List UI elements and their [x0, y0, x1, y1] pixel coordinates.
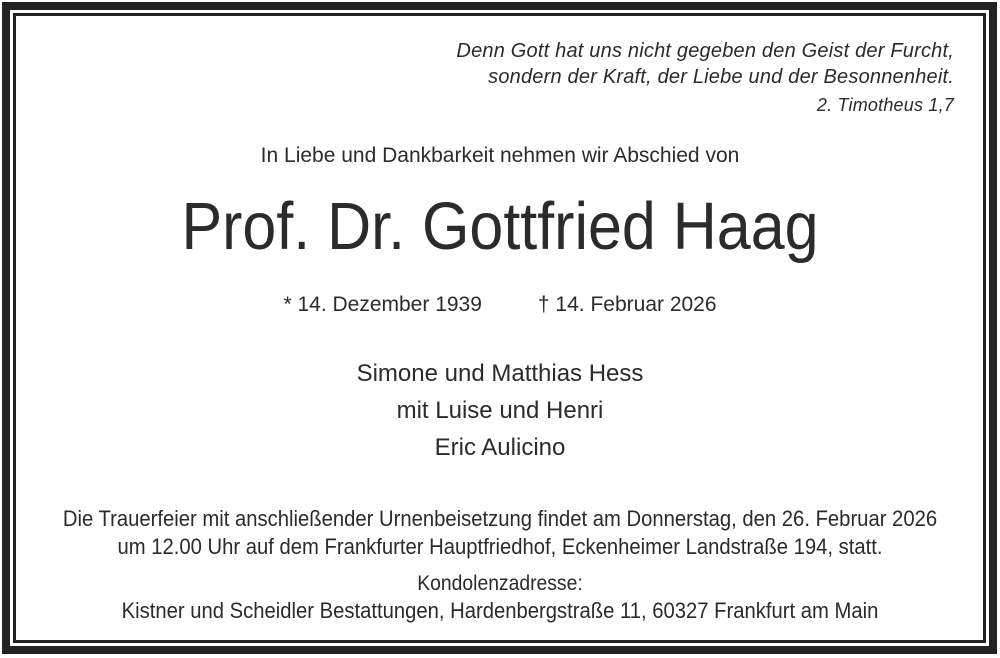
intro-line: In Liebe und Dankbarkeit nehmen wir Abschied von: [260, 144, 740, 167]
condolence-label: Kondolenzadresse:: [417, 572, 583, 595]
funeral-details: [16, 505, 984, 561]
life-dates: [16, 293, 984, 317]
notice-content: [16, 16, 984, 642]
birth-date: * 14. Dezember 1939: [283, 293, 482, 316]
quote-attribution: 2. Timotheus 1,7: [816, 95, 954, 115]
mourners-list: [16, 355, 984, 466]
mourner-line: Simone und Matthias Hess: [356, 360, 644, 387]
quote-line-2: sondern der Kraft, der Liebe und der Besonnenheit.: [488, 66, 954, 88]
funeral-line-1: Die Trauerfeier mit anschließender Urnenbeisetzung findet am Donnerstag, den 26. Februar 2026: [62, 506, 938, 531]
deceased-name: Prof. Dr. Gottfried Haag: [181, 189, 819, 264]
quote-line-1: Denn Gott hat uns nicht gegeben den Geist der Furcht,: [456, 40, 954, 62]
death-date: † 14. Februar 2026: [537, 293, 717, 316]
mourner-line: Eric Aulicino: [434, 434, 566, 461]
mourner-line: mit Luise und Henri: [396, 397, 604, 424]
funeral-line-2: um 12.00 Uhr auf dem Frankfurter Hauptfriedhof, Eckenheimer Landstraße 194, statt.: [117, 534, 883, 559]
condolence-address: Kistner und Scheidler Bestattungen, Hardenbergstraße 11, 60327 Frankfurt am Main: [121, 598, 879, 623]
scripture-quote: [456, 38, 954, 118]
